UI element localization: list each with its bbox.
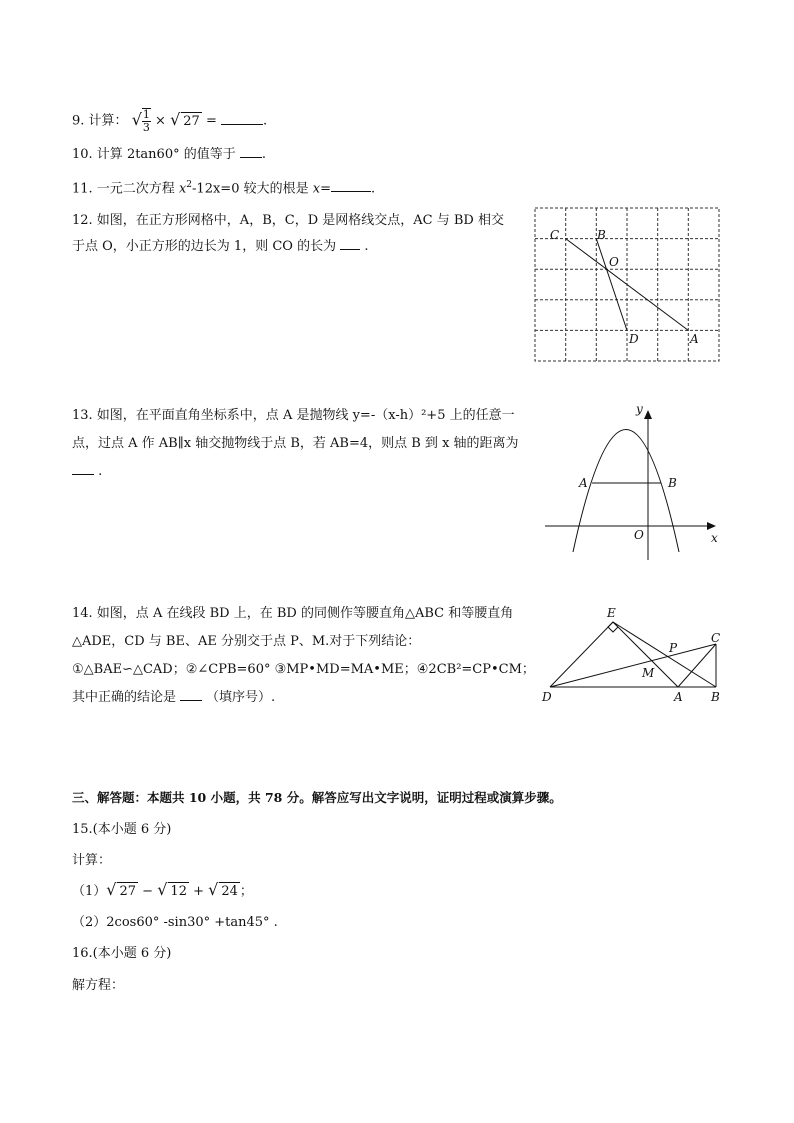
- question-15-part-2: （2）2cos60° -sin30° +tan45° .: [72, 915, 278, 930]
- label-a: A: [579, 476, 588, 490]
- segment-de: [550, 622, 613, 687]
- question-15-title: 15.(本小题 6 分): [72, 822, 172, 837]
- x-axis-arrow: [707, 522, 716, 530]
- label-d: D: [542, 690, 552, 704]
- answer-blank: [221, 112, 263, 125]
- segment-ac: [678, 644, 716, 687]
- segment-eb: [613, 622, 716, 687]
- question-16-prompt: 解方程：: [72, 978, 125, 993]
- sqrt-sign: √: [106, 880, 117, 899]
- label-m: M: [642, 666, 655, 680]
- label-c: C: [711, 631, 721, 645]
- parabola-figure: [540, 400, 730, 562]
- label-a: A: [690, 332, 699, 346]
- label-c: C: [550, 228, 560, 242]
- answer-blank: [240, 145, 262, 158]
- parabola: [573, 430, 679, 553]
- label-b: B: [668, 476, 677, 490]
- segment-ac: [566, 239, 689, 331]
- right-angle-mark: [608, 622, 618, 632]
- answer-blank: [340, 237, 360, 250]
- triangle-figure: [536, 600, 732, 710]
- label-a: A: [674, 690, 683, 704]
- sqrt-sign: √: [170, 109, 181, 129]
- label-o: O: [634, 528, 644, 542]
- segment-dc: [550, 644, 716, 687]
- answer-blank: [331, 179, 371, 192]
- question-9: 9. 计算： √ $\frac{1}{3}$ × √ 27 = .: [72, 108, 268, 134]
- segment-bd: [596, 239, 627, 331]
- sqrt-sign: √: [157, 880, 168, 899]
- section-3-heading: 三、解答题：本题共 10 小题，共 78 分。解答应写出文字说明，证明过程或演算步骤。: [72, 790, 562, 805]
- label-p: P: [669, 641, 678, 655]
- answer-blank: [180, 688, 202, 701]
- sqrt-sign: √: [208, 880, 219, 899]
- label-y: y: [636, 402, 643, 416]
- label-b: B: [597, 228, 606, 242]
- question-14: 14. 如图，点 A 在线段 BD 上，在 BD 的同侧作等腰直角△ABC 和等腰直角 △ADE，CD 与 BE、AE 分别交于点 P、M.对于下列结论： ①△BAE∽△CAD；②∠CPB=60° ③MP•MD=MA•ME；④2CB²=CP•CM； 其中正确的结论是 （填序号）.: [72, 606, 535, 705]
- answer-blank: [72, 462, 94, 475]
- question-11: 11. 一元二次方程 $x^2-12x=0$ 较大的根是 x= .: [72, 180, 376, 197]
- question-15-part-1: （1）√ 27 − √ 12 + √ 24 ；: [72, 880, 253, 899]
- label-e: E: [607, 606, 616, 620]
- question-16-title: 16.(本小题 6 分): [72, 946, 172, 961]
- y-axis-arrow: [644, 410, 652, 419]
- label-b: B: [711, 690, 720, 704]
- question-10: 10. 计算 2tan60° 的值等于 .: [72, 147, 267, 162]
- label-o: O: [609, 255, 619, 269]
- sqrt-sign: √: [131, 109, 142, 129]
- question-15-prompt: 计算：: [72, 853, 112, 868]
- grid-figure: [530, 203, 730, 368]
- label-d: D: [629, 332, 639, 346]
- label-x: x: [711, 531, 718, 545]
- fraction: $\frac{1}{3}$: [142, 108, 150, 134]
- question-12: 12. 如图，在正方形网格中，A，B，C，D 是网格线交点，AC 与 BD 相交 于点 O，小正方形的边长为 1，则 CO 的长为 .: [72, 213, 504, 254]
- question-13: 13. 如图，在平面直角坐标系中，点 A 是抛物线 y=-（x-h）²+5 上的任意一 点，过点 A 作 AB∥x 轴交抛物线于点 B，若 AB=4，则点 B 到 x 轴的距离为 .: [72, 408, 519, 479]
- q9-text: 9. 计算：: [72, 113, 128, 129]
